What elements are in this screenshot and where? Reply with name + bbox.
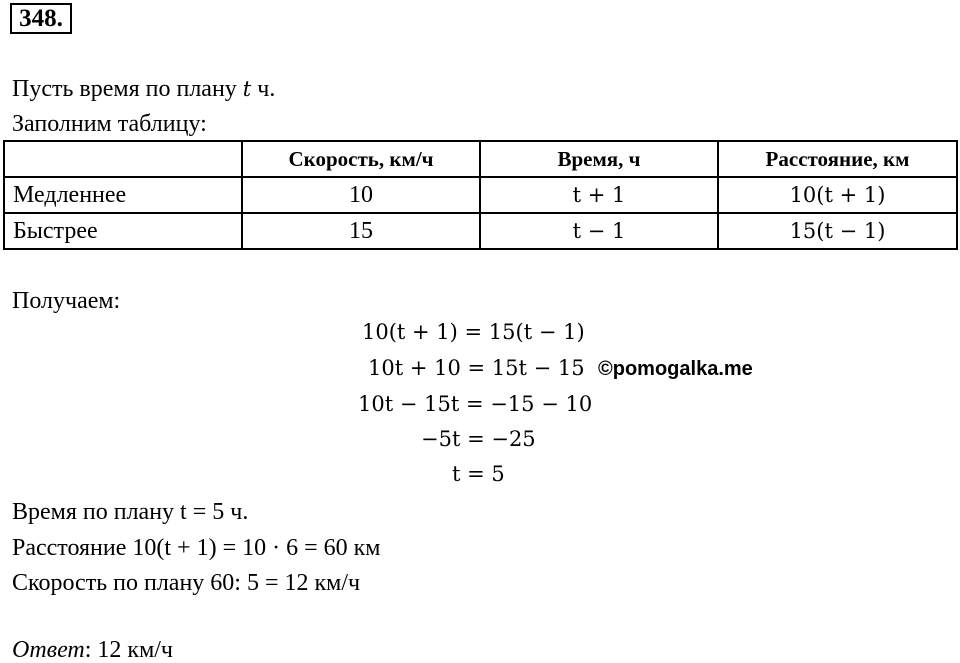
intro-unit: ч.: [251, 76, 276, 102]
variable-t: t: [242, 77, 252, 101]
equation-1: 10(t + 1) = 15(t − 1): [362, 320, 585, 344]
equation-2: 10t + 10 = 15t − 15: [368, 356, 585, 380]
conclusion-distance: Расстояние 10(t + 1) = 10 · 6 = 60 км: [12, 535, 381, 561]
row-speed: 10: [242, 177, 480, 213]
answer-value: : 12 км/ч: [84, 637, 174, 663]
row-time: t + 1: [480, 177, 718, 213]
row-time: t − 1: [480, 213, 718, 249]
row-distance: 10(t + 1): [718, 177, 957, 213]
table-header-time: Время, ч: [480, 141, 718, 177]
watermark: ©pomogalka.me: [598, 358, 753, 380]
equation-5: t = 5: [452, 462, 505, 486]
intro-line-1: [12, 77, 275, 101]
table-header-empty: [4, 141, 242, 177]
table-header-speed: Скорость, км/ч: [242, 141, 480, 177]
answer-label: Ответ: [12, 637, 85, 663]
table-row: [4, 213, 957, 249]
intro-text: Пусть время по плану: [12, 76, 243, 102]
equation-3: 10t − 15t = −15 − 10: [358, 392, 593, 416]
row-speed: 15: [242, 213, 480, 249]
problem-number: 348.: [10, 3, 72, 34]
table-header-distance: Расстояние, км: [718, 141, 957, 177]
table-row: [4, 177, 957, 213]
intro-line-2: Заполним таблицу:: [12, 111, 207, 137]
conclusion-time: Время по плану t = 5 ч.: [12, 499, 249, 525]
table-header-row: [4, 141, 957, 177]
row-distance: 15(t − 1): [718, 213, 957, 249]
data-table: [3, 140, 958, 250]
conclusion-speed: Скорость по плану 60: 5 = 12 км/ч: [12, 570, 361, 596]
get-label: Получаем:: [12, 288, 121, 314]
row-label: Быстрее: [4, 213, 242, 249]
row-label: Медленнее: [4, 177, 242, 213]
equation-4: −5t = −25: [421, 427, 536, 451]
answer-line: [12, 638, 173, 662]
